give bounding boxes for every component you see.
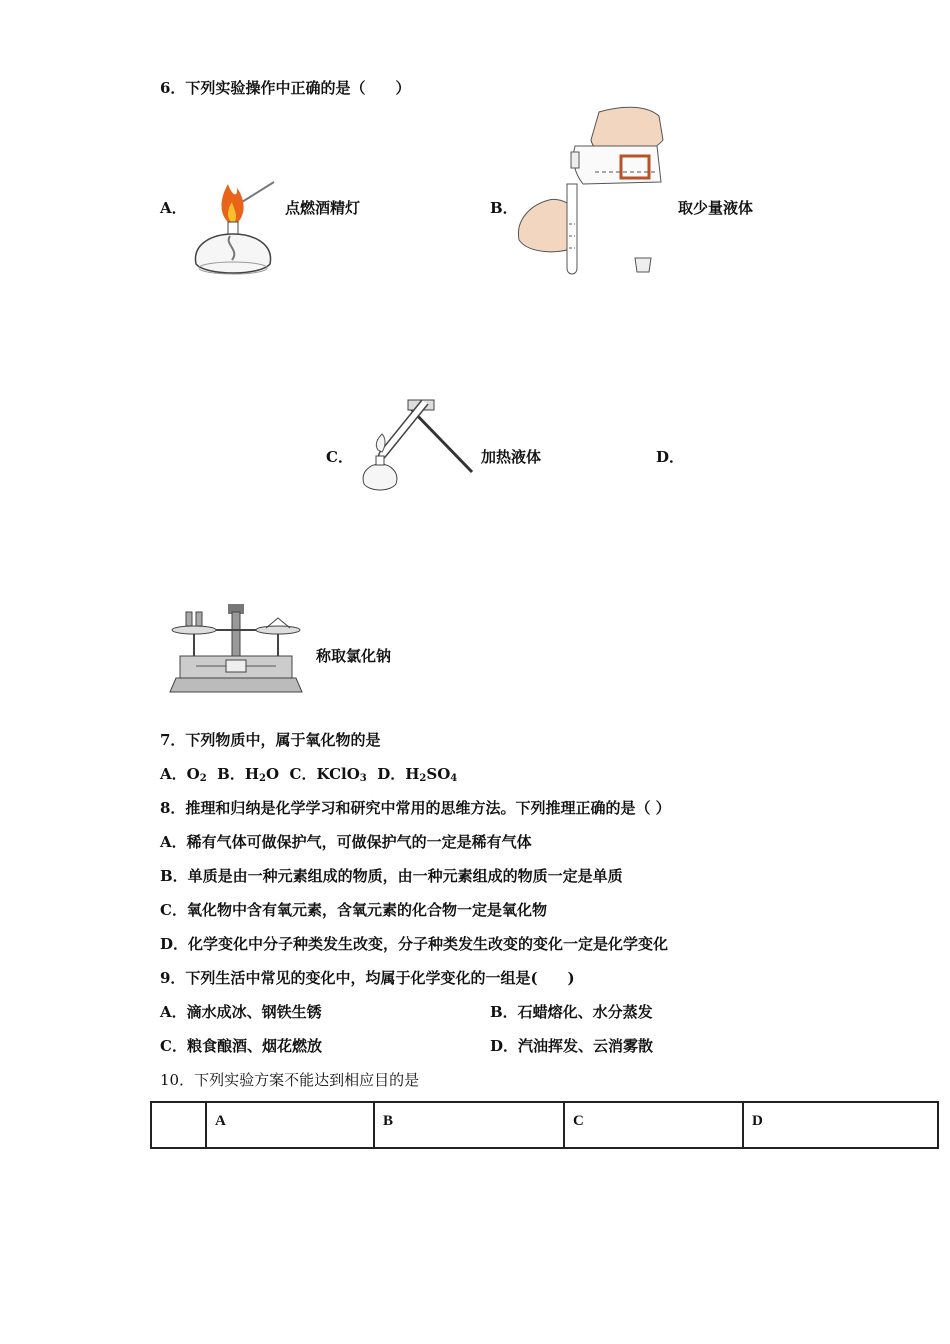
q6-option-c-caption: 加热液体 [481,448,542,466]
q6-option-a-letter: A． [160,199,187,217]
q10-header-d: D [743,1102,938,1148]
q9-stem: 9．下列生活中常见的变化中，均属于化学变化的一组是( ) [160,969,575,987]
q10-header-c: C [564,1102,743,1148]
q7-stem: 7．下列物质中，属于氧化物的是 [160,731,381,749]
q8-option-c: C．氧化物中含有氧元素，含氧元素的化合物一定是氧化物 [160,901,547,919]
q7-option-b: B．$H_2O$ [217,765,280,784]
q6-option-a-caption: 点燃酒精灯 [285,199,361,217]
q7-option-a: A．$O_2$ [160,765,207,784]
q10-header-blank [151,1102,206,1148]
q8-stem: 8．推理和归纳是化学学习和研究中常用的思维方法。下列推理正确的是（ ） [160,799,671,817]
q10-header-b: B [374,1102,564,1148]
q9-option-d: D．汽油挥发、云消雾散 [490,1037,654,1055]
q6-option-b-caption: 取少量液体 [678,199,754,217]
pouring-liquid-figure [515,104,670,282]
q7-option-c: C．KClO$_3$ [289,765,367,784]
q9-option-c: C．粮食酿酒、烟花燃放 [160,1037,322,1055]
heating-liquid-figure [356,392,476,500]
q6-option-d-letter: D． [656,448,685,466]
q10-stem: 10．下列实验方案不能达到相应目的是 [160,1071,420,1089]
q7-option-d: D．$H_2SO_4$ [377,765,458,784]
q6-option-c-letter: C． [326,448,353,466]
alcohol-lamp-lighting-figure [190,178,280,280]
q8-option-a: A．稀有气体可做保护气，可做保护气的一定是稀有气体 [160,833,532,851]
table-row [151,1102,938,1148]
balance-weighing-figure [166,600,306,696]
q9-option-b: B．石蜡熔化、水分蒸发 [490,1003,653,1021]
q6-stem: 6．下列实验操作中正确的是（ ） [160,79,411,97]
q10-table [150,1101,939,1149]
q6-option-b-letter: B． [490,199,518,217]
q10-header-a: A [206,1102,374,1148]
q8-option-b: B．单质是由一种元素组成的物质，由一种元素组成的物质一定是单质 [160,867,623,885]
q9-option-a: A．滴水成冰、钢铁生锈 [160,1003,322,1021]
q6-option-d-caption: 称取氯化钠 [316,647,392,665]
q8-option-d: D．化学变化中分子种类发生改变，分子种类发生改变的变化一定是化学变化 [160,935,669,953]
q7-options [160,764,457,789]
